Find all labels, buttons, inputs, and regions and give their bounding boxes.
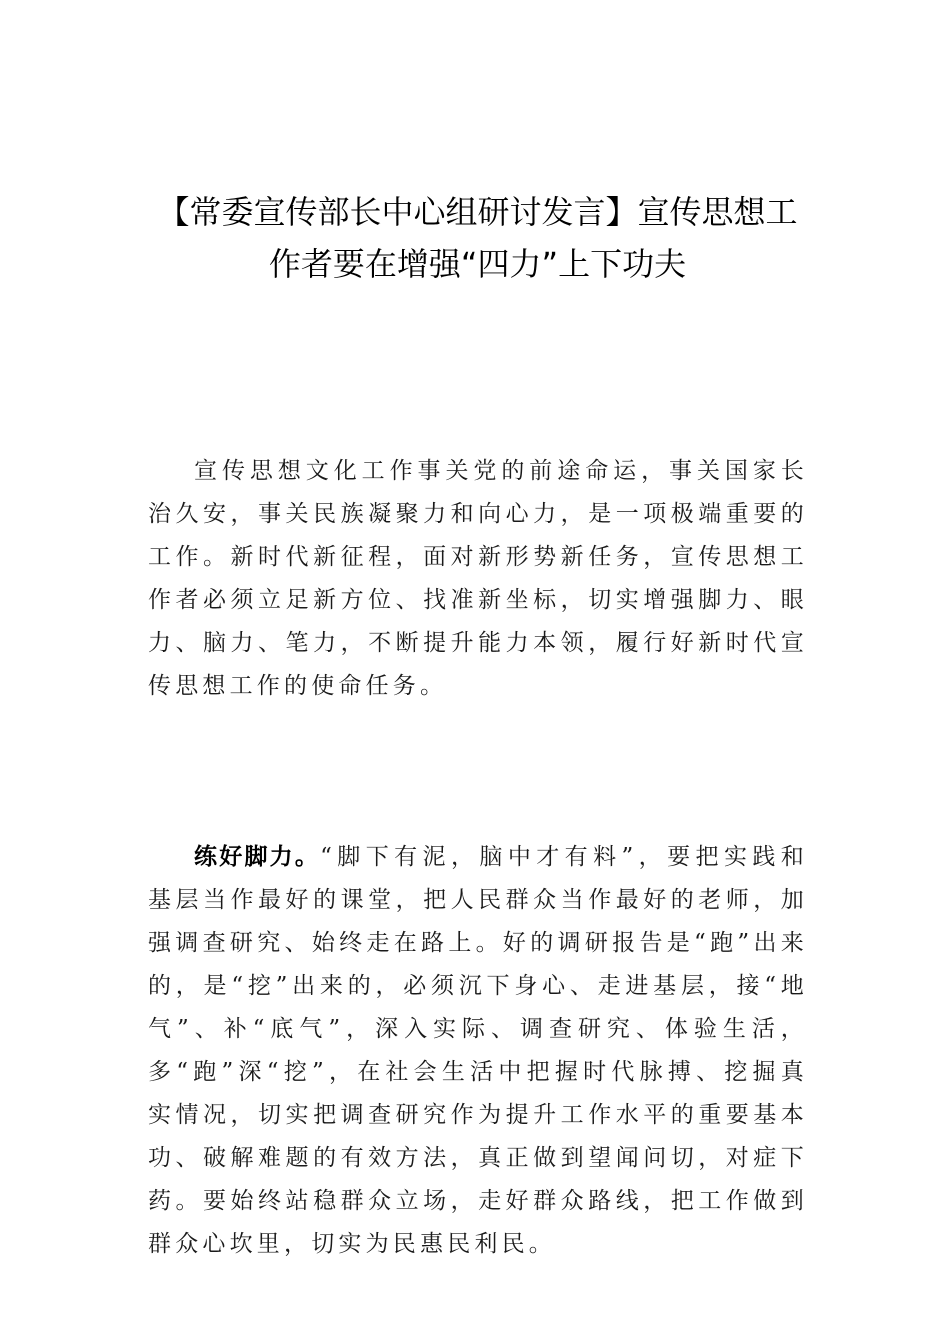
document-title: 【常委宣传部长中心组研讨发言】宣传思想工作者要在增强“四力”上下功夫 bbox=[157, 193, 798, 283]
section-body-text: “脚下有泥，脑中才有料”，要把实践和基层当作最好的课堂，把人民群众当作最好的老师，加强调查研究、始终走在路上。好的调研报告是“跑”出来的，是“挖”出来的，必须沉下身心、走进基层，接“地气”、补“底气”，深入实际、调查研究、体验生活，多“跑”深“挖”，在社会生活中把握时代脉搏、挖掘真实情况，切实把调查研究作为提升工作水平的重要基本功、破解难题的有效方法，真正做到望闻问切，对症下药。要始终站稳群众立场，走好群众路线，把工作做到群众心坎里，切实为民惠民利民。 bbox=[148, 844, 808, 1257]
intro-paragraph: 宣传思想文化工作事关党的前途命运，事关国家长治久安，事关民族凝聚力和向心力，是一项极端重要的工作。新时代新征程，面对新形势新任务，宣传思想工作者必须立足新方位、找准新坐标，切实增强脚力、眼力、脑力、笔力，不断提升能力本领，履行好新时代宣传思想工作的使命任务。 bbox=[148, 458, 808, 699]
section-lead-heading: 练好脚力。 bbox=[194, 844, 321, 870]
section-paragraph-footwork bbox=[148, 836, 808, 1266]
